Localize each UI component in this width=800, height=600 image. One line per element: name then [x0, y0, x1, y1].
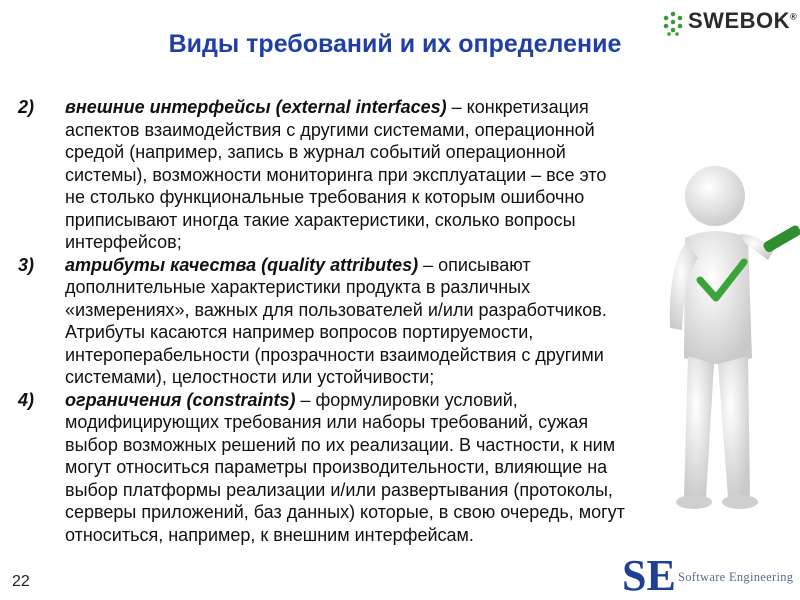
item-number: 4): [18, 389, 35, 410]
item-line: дополнительные характеристики продукта в различных: [65, 277, 531, 297]
requirements-list: [18, 96, 678, 546]
item-line: выбор платформы реализации и/или развертывания (протоколы,: [65, 479, 613, 500]
se-logo-icon: [618, 548, 678, 600]
svg-text:SE: SE: [622, 551, 676, 600]
item-number: 3): [18, 254, 35, 275]
item-line: интерфейсов;: [65, 232, 182, 252]
item-line: интероперабельности (прозрачности взаимодействия с другими: [65, 344, 604, 365]
item-line: относиться, например, к внешним интерфейсам.: [65, 524, 474, 545]
list-item: 3) атрибуты качества (quality attributes) – описывают дополнительные характеристики продукта в различных «измерениях», важных для пользователей и/или разработчиков. Атрибуты касаются например вопросов портируемости, интероперабельности (прозрачности взаимодействия с другими системами), целостности или устойчивости;: [18, 254, 678, 389]
item-line: средой (например, запись в журнал событий операционной: [65, 142, 566, 162]
page-number: 22: [12, 573, 30, 590]
item-line: не столько функциональные требования к которым ошибочно: [65, 187, 585, 207]
item-line: модифицирующих требования или наборы требований, сужая: [65, 412, 589, 432]
item-number: 2): [18, 97, 35, 117]
list-item: 4) ограничения (constraints) – формулировки условий, модифицирующих требования или наборы требований, сужая выбор возможных решений по их реализации. В частности, к ним могут относиться параметры производительности, влияющие на выбор платформы реализации и/или развертывания (протоколы, серверы приложений, баз данных) которые, в свою очередь, могут относиться, например, к внешним интерфейсам.: [18, 389, 678, 547]
item-line: могут относиться параметры производительности, влияющие на: [65, 457, 608, 477]
item-line: серверы приложений, баз данных) которые, в свою очередь, могут: [65, 502, 625, 522]
item-line: выбор возможных решений по их реализации. В частности, к ним: [65, 434, 616, 455]
swebok-logo-text: SWEBOK®: [688, 8, 798, 33]
figure-with-checkmark-icon: [640, 158, 800, 533]
software-engineering-logo: [618, 548, 800, 600]
item-line: приписывают иногда такие характеристики, сколько вопросы: [65, 209, 576, 230]
item-line: аспектов взаимодействия с другими системами, операционной: [65, 119, 595, 140]
item-line: системами), целостности или устойчивости;: [65, 367, 435, 387]
swebok-dots-icon: [660, 10, 686, 36]
item-term: атрибуты качества (quality attributes): [65, 254, 419, 275]
slide-title: Виды требований и их определение: [168, 30, 622, 58]
item-line: Атрибуты касаются например вопросов портируемости,: [65, 322, 534, 342]
list-item: 2) внешние интерфейсы (external interfaces) – конкретизация аспектов взаимодействия с другими системами, операционной средой (например, запись в журнал событий операционной системы), возможности мониторинга при эксплуатации – все это не столько функциональные требования к которым ошибочно приписывают иногда такие характеристики, сколько вопросы интерфейсов;: [18, 96, 678, 254]
item-line: «измерениях», важных для пользователей и/или разработчиков.: [65, 299, 607, 320]
se-logo-text: Software Engineering: [678, 570, 794, 584]
item-term: внешние интерфейсы (external interfaces): [65, 97, 447, 117]
swebok-logo: [660, 8, 798, 38]
item-line: системы), возможности мониторинга при эксплуатации – все это: [65, 164, 607, 185]
item-term: ограничения (constraints): [65, 389, 296, 410]
